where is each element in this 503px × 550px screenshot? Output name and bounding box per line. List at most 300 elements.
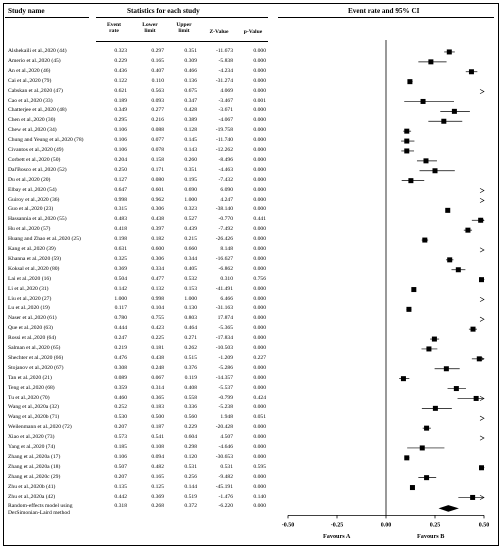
study-name: Zhu et al.,2020a (42) (8, 493, 56, 500)
point-estimate-square (441, 119, 446, 124)
point-estimate-square (452, 109, 457, 114)
z-value: -3.671 (218, 107, 233, 114)
lower-limit-value: 0.216 (151, 117, 164, 124)
study-name: Khanna et al.,2020 (59) (8, 255, 61, 262)
lower-limit-value: 0.998 (151, 295, 164, 302)
p-value: 0.000 (253, 196, 266, 203)
ci-truncation-arrow (480, 436, 484, 440)
point-estimate-square (406, 307, 411, 312)
point-estimate-square (404, 148, 409, 153)
z-value: -4.067 (218, 117, 233, 124)
z-value: -20.428 (215, 424, 233, 431)
study-name: An et al.,2020 (46) (8, 67, 51, 74)
p-value: 0.051 (253, 414, 266, 421)
p-value: 0.441 (253, 216, 266, 223)
upper-limit-value: 0.120 (184, 453, 197, 460)
ci-truncation-arrow (480, 248, 484, 252)
study-name: Stojanov et al.,2020 (67) (8, 364, 64, 371)
lower-limit-value: 0.334 (151, 265, 164, 272)
event-rate-value: 0.106 (114, 147, 127, 153)
z-value: -4.463 (218, 166, 233, 173)
point-estimate-square (423, 158, 428, 163)
event-rate-value: 0.444 (114, 325, 127, 332)
lower-limit-value: 0.132 (151, 285, 164, 292)
event-rate-value: 0.185 (114, 444, 127, 450)
upper-limit-value: 0.344 (184, 255, 197, 262)
p-value: 0.000 (253, 127, 266, 134)
upper-limit-header-line1: Upper (176, 22, 192, 28)
study-name: Alshekaili et al.,2020 (44) (8, 48, 67, 54)
p-value: 0.000 (253, 424, 266, 431)
z-value: -1.209 (218, 354, 233, 361)
z-value: -16.627 (215, 255, 233, 262)
ci-truncation-arrow (480, 317, 484, 321)
upper-limit-value: 0.515 (184, 354, 197, 361)
upper-limit-value: 0.604 (184, 434, 197, 441)
event-rate-value: 0.204 (114, 156, 127, 163)
p-value: 0.000 (253, 473, 266, 480)
upper-limit-value: 0.519 (184, 493, 197, 500)
upper-limit-value: 1.000 (184, 295, 197, 302)
lower-limit-value: 0.962 (151, 196, 164, 203)
lower-limit-value: 0.067 (151, 374, 164, 381)
upper-limit-value: 0.130 (184, 305, 197, 312)
study-name: Tan et al.,2020 (21) (8, 374, 52, 381)
upper-limit-value: 0.351 (184, 166, 197, 173)
p-value: 0.000 (253, 325, 266, 332)
lower-limit-value: 0.306 (151, 255, 164, 262)
event-rate-value: 1.000 (114, 295, 127, 302)
event-rate-value: 0.507 (114, 463, 127, 470)
p-value: 0.000 (253, 226, 266, 233)
point-estimate-square (404, 129, 409, 134)
point-estimate-square (433, 406, 438, 411)
p-value: 0.000 (253, 87, 266, 94)
lower-limit-value: 0.125 (151, 483, 164, 490)
point-estimate-square (474, 396, 479, 401)
lower-limit-value: 0.181 (151, 345, 164, 351)
z-value: 17.874 (217, 315, 233, 322)
z-value: -5.286 (218, 364, 233, 371)
point-estimate-square (404, 455, 409, 460)
z-value: -31.274 (215, 77, 233, 84)
upper-limit-value: 0.408 (184, 384, 197, 391)
p-value-header: p-Value (243, 29, 263, 35)
study-name: Cabskan et al.,2020 (47) (8, 87, 63, 94)
p-value: 0.000 (253, 186, 266, 193)
study-name: Hassannia et al.,2020 (55) (8, 216, 67, 223)
p-value: 0.424 (253, 394, 266, 401)
study-name: Amerio et al.,2020 (45) (8, 57, 61, 64)
p-value: 0.000 (253, 265, 266, 272)
point-estimate-square (444, 366, 449, 371)
z-value: -26.426 (215, 236, 233, 243)
lower-limit-value: 0.078 (151, 147, 164, 153)
lower-limit-value: 0.080 (151, 176, 164, 183)
p-value: 0.140 (253, 493, 266, 500)
upper-limit-value: 0.144 (184, 483, 197, 490)
study-name: Li et al.,2020 (31) (8, 285, 49, 292)
point-estimate-square (411, 287, 416, 292)
p-value: 0.000 (253, 246, 266, 252)
point-estimate-square (428, 59, 433, 64)
p-value: 0.000 (253, 236, 266, 243)
event-rate-value: 0.573 (114, 434, 127, 441)
summary-z-value: -6.220 (218, 502, 233, 509)
summary-model-name-line: Random-effects model using (8, 503, 73, 510)
z-value: -14.357 (215, 374, 233, 381)
study-name: Tu et al.,2020 (70) (8, 394, 50, 401)
p-value: 0.000 (253, 374, 266, 381)
z-value: -41.491 (215, 285, 233, 292)
study-name: Dal'Bosco et al.,2020 (52) (8, 166, 67, 173)
event-rate-value: 0.325 (114, 255, 127, 262)
lower-limit-value: 0.482 (151, 463, 164, 470)
ci-truncation-arrow (480, 416, 484, 420)
upper-limit-header-line2: limit (178, 28, 190, 35)
point-estimate-square (407, 79, 412, 84)
upper-limit-value: 0.428 (184, 107, 197, 114)
upper-limit-value: 0.527 (184, 216, 197, 223)
study-name: Liu et al.,2020 (27) (8, 295, 52, 302)
point-estimate-square (404, 139, 409, 144)
study-name: Guiroy et al.,2020 (36) (8, 196, 60, 203)
p-value: 0.000 (253, 384, 266, 391)
p-value: 0.000 (253, 335, 266, 342)
forest-header: Event rate and 95% CI (348, 7, 420, 15)
p-value: 0.000 (253, 364, 266, 371)
lower-limit-value: 0.397 (151, 226, 164, 233)
z-value: 0.531 (220, 463, 233, 470)
upper-limit-value: 0.128 (184, 127, 197, 134)
event-rate-value: 0.998 (114, 196, 127, 203)
study-name: Teng et al.,2020 (68) (8, 384, 55, 391)
lower-limit-value: 0.600 (151, 246, 164, 252)
event-rate-value: 0.369 (114, 265, 127, 272)
ci-truncation-arrow (480, 297, 484, 301)
lower-limit-value: 0.182 (151, 236, 164, 243)
p-value: 0.000 (253, 57, 266, 64)
point-estimate-square (445, 208, 450, 213)
point-estimate-square (469, 69, 474, 74)
lower-limit-value: 0.369 (151, 493, 164, 500)
lower-limit-value: 0.563 (151, 87, 164, 94)
z-value: -7.492 (218, 226, 233, 233)
upper-limit-value: 0.347 (184, 97, 197, 104)
p-value: 0.000 (253, 206, 266, 213)
p-value: 0.001 (253, 97, 266, 104)
summary-upper-limit: 0.372 (184, 502, 197, 509)
p-value: 0.000 (253, 434, 266, 441)
study-name: Weilenmann et al.,2020 (72) (8, 424, 72, 431)
study-name: Wang et al.,2020b (71) (8, 414, 60, 421)
event-rate-value: 0.359 (114, 384, 127, 391)
favours-a-label: Favours A (323, 533, 351, 540)
event-rate-value: 0.135 (114, 483, 127, 490)
p-value: 0.000 (253, 77, 266, 84)
study-name: Zhang et al.,2020a (18) (8, 463, 61, 470)
z-value: -45.191 (215, 483, 233, 490)
point-estimate-square (401, 376, 406, 381)
point-estimate-square (422, 238, 427, 243)
lower-limit-value: 0.171 (151, 166, 164, 173)
event-rate-value: 0.780 (114, 315, 127, 322)
point-estimate-square (478, 218, 483, 223)
p-value: 0.000 (253, 345, 266, 351)
event-rate-value: 0.207 (114, 473, 127, 480)
p-value: 0.756 (253, 275, 266, 282)
x-axis-tick-label: -0.25 (330, 522, 344, 529)
event-rate-value: 0.295 (114, 117, 127, 124)
lower-limit-value: 0.306 (151, 206, 164, 213)
point-estimate-square (477, 356, 482, 361)
upper-limit-value: 0.215 (184, 236, 197, 243)
event-rate-value: 0.127 (114, 176, 127, 183)
z-value: 6.466 (220, 295, 233, 302)
z-value: -10.503 (215, 345, 233, 351)
lower-limit-value: 0.165 (151, 473, 164, 480)
lower-limit-value: 0.110 (151, 77, 164, 84)
study-name: Yang et al.,2020 (74) (8, 444, 56, 450)
event-rate-value: 0.106 (114, 453, 127, 460)
summary-event-rate: 0.318 (114, 502, 127, 509)
point-estimate-square (408, 178, 413, 183)
upper-limit-value: 0.195 (184, 176, 197, 183)
lower-limit-value: 0.248 (151, 364, 164, 371)
lower-limit-value: 0.165 (151, 57, 164, 64)
study-name: Hu et al.,2020 (57) (8, 226, 51, 233)
p-value: 0.000 (253, 404, 266, 411)
x-axis-tick-label: 0.00 (380, 522, 392, 529)
event-rate-value: 0.308 (114, 364, 127, 371)
lower-limit-header-line2: limit (144, 28, 156, 35)
p-value: 0.000 (253, 285, 266, 292)
z-value: 6.090 (220, 186, 233, 193)
upper-limit-value: 0.405 (184, 265, 197, 272)
p-value: 0.000 (253, 117, 266, 124)
upper-limit-value: 0.803 (184, 315, 197, 322)
lower-limit-value: 0.601 (151, 186, 164, 193)
upper-limit-value: 0.145 (184, 137, 197, 144)
z-value: -38.140 (215, 206, 233, 213)
z-value: 1.948 (220, 414, 233, 421)
z-value: -5.537 (218, 384, 233, 391)
lower-limit-value: 0.365 (151, 394, 164, 401)
study-name: Huang and Zhao et al.,2020 (25) (8, 236, 81, 243)
lower-limit-value: 0.423 (151, 325, 164, 332)
z-value: -9.482 (218, 473, 233, 480)
upper-limit-value: 0.690 (184, 186, 197, 193)
ci-truncation-arrow (480, 198, 484, 202)
upper-limit-value: 0.143 (184, 147, 197, 153)
event-rate-value: 0.460 (114, 394, 127, 401)
event-rate-value: 0.483 (114, 216, 127, 223)
z-value: -7.432 (218, 176, 233, 183)
upper-limit-value: 0.439 (184, 226, 197, 233)
lower-limit-value: 0.407 (151, 67, 164, 74)
upper-limit-value: 0.560 (184, 414, 197, 421)
z-value: 4.247 (220, 196, 233, 203)
event-rate-value: 0.142 (114, 285, 127, 292)
point-estimate-square (426, 346, 431, 351)
p-value: 0.000 (253, 176, 266, 183)
p-value: 0.000 (253, 255, 266, 262)
z-value: -12.262 (215, 147, 233, 153)
point-estimate-square (479, 277, 484, 282)
study-name: Chen et al.,2020 (30) (8, 117, 56, 124)
z-value: -1.476 (218, 493, 233, 500)
study-name: Salman et al.,2020 (65) (8, 345, 61, 351)
p-value: 0.000 (253, 166, 266, 173)
upper-limit-value: 0.153 (184, 285, 197, 292)
upper-limit-value: 0.336 (184, 404, 197, 411)
z-value: -11.673 (215, 48, 233, 54)
study-name: Civantos et al.,2020 (49) (8, 147, 64, 153)
event-rate-value: 0.476 (114, 354, 127, 361)
point-estimate-square (410, 485, 415, 490)
upper-limit-value: 0.309 (184, 57, 197, 64)
study-name: Lu et al.,2020 (19) (8, 305, 50, 312)
point-estimate-square (479, 465, 484, 470)
z-value: -0.799 (218, 394, 233, 401)
summary-model-name-line: DerSimonian-Laird method (8, 510, 70, 517)
ci-truncation-arrow (480, 89, 484, 93)
upper-limit-value: 0.260 (184, 156, 197, 163)
study-name: Xiao et al.,2020 (73) (8, 434, 55, 441)
point-estimate-square (447, 49, 452, 54)
point-estimate-square (471, 327, 476, 332)
point-estimate-square (465, 228, 470, 233)
lower-limit-header-line1: Lower (142, 22, 158, 28)
upper-limit-value: 0.256 (184, 473, 197, 480)
z-value: -5.838 (218, 57, 233, 64)
statistics-header: Statistics for each study (127, 7, 200, 15)
study-name-header: Study name (8, 7, 45, 15)
study-name: Chung and Yeung et al.,2020 (78) (8, 137, 84, 144)
study-name: Naser et al.,2020 (61) (8, 315, 57, 322)
point-estimate-square (454, 386, 459, 391)
x-axis-tick-label: 0.50 (478, 522, 490, 529)
p-value: 0.000 (253, 315, 266, 322)
upper-limit-value: 0.660 (184, 246, 197, 252)
study-name: Zhang et al.,2020a (17) (8, 453, 61, 460)
z-value: -5.238 (218, 404, 233, 411)
z-value: -6.862 (218, 265, 233, 272)
z-value: -4.646 (218, 444, 233, 450)
event-rate-value: 0.122 (114, 77, 127, 84)
p-value: 0.000 (253, 444, 266, 450)
study-name: Chatterjee et al.,2020 (48) (8, 107, 67, 114)
event-rate-value: 0.106 (114, 127, 127, 134)
lower-limit-value: 0.093 (151, 97, 164, 104)
lower-limit-value: 0.094 (151, 453, 164, 460)
lower-limit-value: 0.183 (151, 404, 164, 411)
study-name: Guo et al.,2020 (23) (8, 206, 54, 213)
summary-lower-limit: 0.268 (151, 502, 164, 509)
x-axis-tick-label: 0.25 (429, 522, 441, 529)
study-name: Zhang et al.,2020c (29) (8, 473, 61, 480)
point-estimate-square (424, 475, 429, 480)
upper-limit-value: 0.262 (184, 345, 197, 351)
upper-limit-value: 0.466 (184, 67, 197, 74)
event-rate-value: 0.323 (114, 48, 127, 54)
p-value: 0.000 (253, 137, 266, 144)
lower-limit-value: 0.314 (151, 384, 164, 391)
study-name: Zhu et al.,2020b (41) (8, 483, 56, 490)
event-rate-value: 0.247 (114, 335, 127, 342)
p-value: 0.000 (253, 48, 266, 54)
study-name: Elbay et al.,2020 (54) (8, 186, 57, 193)
study-name: Shechter et al.,2020 (66) (8, 354, 64, 361)
lower-limit-value: 0.541 (151, 434, 164, 441)
z-value: -5.365 (218, 325, 233, 332)
study-name: Kang et al.,2020 (39) (8, 246, 56, 252)
upper-limit-value: 0.323 (184, 206, 197, 213)
p-value: 0.000 (253, 67, 266, 74)
lower-limit-value: 0.108 (151, 444, 164, 450)
x-axis-tick-label: -0.50 (281, 522, 295, 529)
z-value: -17.834 (215, 335, 233, 342)
point-estimate-square (456, 267, 461, 272)
p-value: 0.227 (253, 354, 266, 361)
event-rate-value: 0.106 (114, 137, 127, 144)
event-rate-value: 0.442 (114, 493, 127, 500)
summary-diamond (439, 505, 459, 512)
event-rate-value: 0.436 (114, 67, 127, 74)
lower-limit-value: 0.438 (151, 354, 164, 361)
study-name: Cao et al.,2020 (33) (8, 97, 53, 104)
point-estimate-square (424, 426, 429, 431)
point-estimate-square (470, 495, 475, 500)
lower-limit-value: 0.438 (151, 216, 164, 223)
favours-b-label: Favours B (417, 533, 445, 540)
upper-limit-value: 0.389 (184, 117, 197, 124)
upper-limit-value: 0.351 (184, 48, 197, 54)
upper-limit-value: 0.532 (184, 275, 197, 282)
z-value: -30.653 (215, 453, 233, 460)
p-value: 0.000 (253, 453, 266, 460)
event-rate-value: 0.250 (114, 166, 127, 173)
point-estimate-square (420, 445, 425, 450)
z-value: 4.507 (220, 434, 233, 441)
lower-limit-value: 0.088 (151, 127, 164, 134)
lower-limit-value: 0.158 (151, 156, 164, 163)
event-rate-value: 0.631 (114, 246, 127, 252)
lower-limit-value: 0.477 (151, 275, 164, 282)
z-value: 4.069 (220, 87, 233, 94)
z-value: -4.234 (218, 67, 233, 74)
lower-limit-value: 0.500 (151, 414, 164, 421)
upper-limit-value: 1.000 (184, 196, 197, 203)
study-name: Wang et al.,2020a (32) (8, 404, 59, 411)
event-rate-value: 0.315 (114, 206, 127, 213)
study-name: Chew et al.,2020 (34) (8, 127, 57, 134)
event-rate-header-line1: Event (107, 22, 121, 28)
z-value: -31.163 (215, 305, 233, 312)
z-value: 0.310 (220, 275, 233, 282)
event-rate-value: 0.207 (114, 424, 127, 431)
z-value: -0.770 (218, 216, 233, 223)
point-estimate-square (421, 99, 426, 104)
event-rate-value: 0.349 (114, 107, 127, 114)
p-value: 0.000 (253, 156, 266, 163)
p-value: 0.000 (253, 483, 266, 490)
event-rate-value: 0.647 (114, 186, 127, 193)
p-value: 0.000 (253, 295, 266, 302)
study-name: Cai et al.,2020 (79) (8, 77, 52, 84)
lower-limit-value: 0.277 (151, 107, 164, 114)
upper-limit-value: 0.675 (184, 87, 197, 94)
